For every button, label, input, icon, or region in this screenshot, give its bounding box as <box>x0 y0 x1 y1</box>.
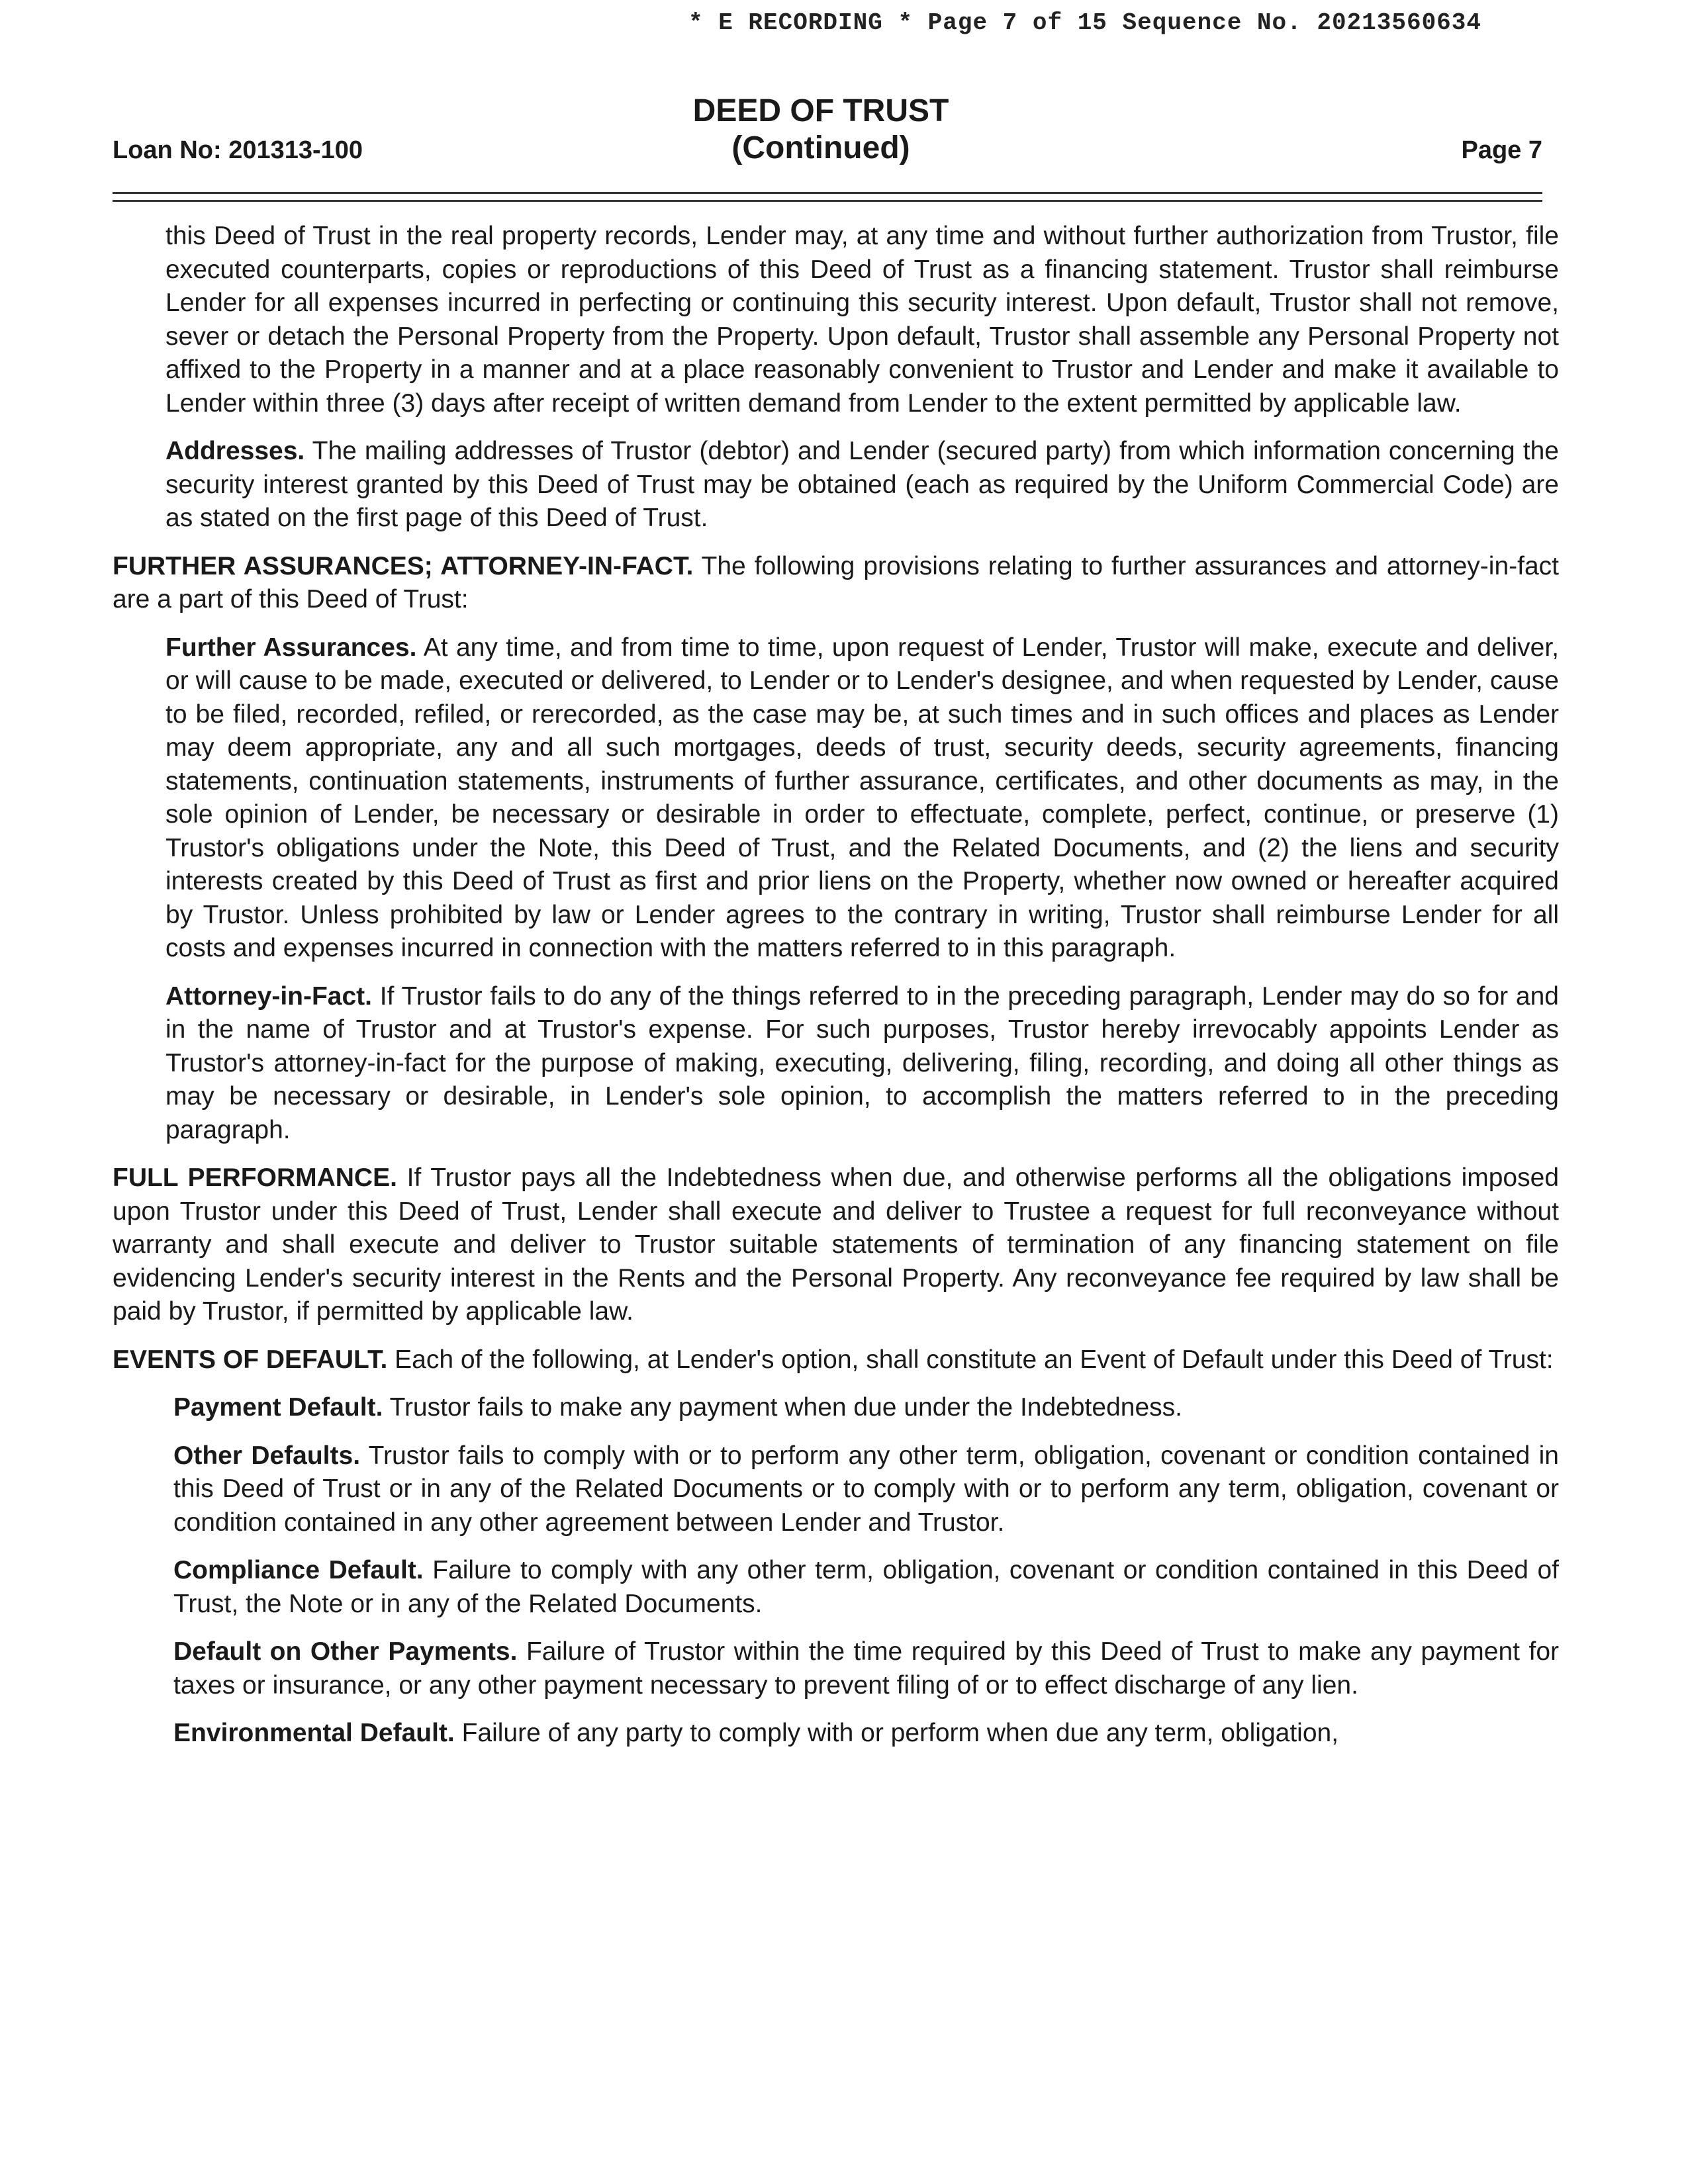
paragraph-addresses <box>165 435 1559 535</box>
title-line: DEED OF TRUST <box>692 93 949 128</box>
section-heading: FURTHER ASSURANCES; ATTORNEY-IN-FACT. <box>113 551 694 580</box>
paragraph-further-assurances <box>165 631 1559 966</box>
paragraph-text: Failure of Trustor within the time required by this Deed of Trust to make any payment for taxes or insurance, or any other payment necessary to prevent filing of or to effect discharge of any lien. <box>173 1637 1560 1700</box>
paragraph-heading: Addresses. <box>165 437 305 465</box>
paragraph-text: this Deed of Trust in the real property records, Lender may, at any time and without further authorization from Trustor, file executed counterparts, copies or reproductions of this Deed of Trust as a financing statement. Trustor shall reimburse Lender for all expenses incurred in perfecting or continuing this security interest. Upon default, Trustor shall not remove, sever or detach the Personal Property from the Property. Upon default, Trustor shall assemble any Personal Property not affixed to the Property in a manner and at a place reasonably convenient to Trustor and Lender and make it available to Lender within three (3) days after receipt of written demand from Lender to the extent permitted by applicable law. <box>165 222 1559 418</box>
paragraph-heading: Attorney-in-Fact. <box>165 981 372 1011</box>
recording-stamp: * E RECORDING * Page 7 of 15 Sequence No. 20213560634 <box>688 9 1481 36</box>
paragraph-default-other-payments <box>173 1635 1559 1702</box>
paragraph-text: If Trustor pays all the Indebtedness when due, and otherwise performs all the obligations imposed upon Trustor under this Deed of Trust, Lender shall execute and deliver to Trustee a request for full reconveyance without warranty and shall execute and deliver to Trustor suitable statements of termination of any financing statement on file evidencing Lender's security interest in the Rents and the Personal Property. Any reconveyance fee required by law shall be paid by Trustor, if permitted by applicable law. <box>113 1163 1560 1326</box>
header-rule-top <box>113 192 1542 194</box>
document-body <box>113 220 1559 1765</box>
paragraph-text: At any time, and from time to time, upon request of Lender, Trustor will make, execute and deliver, or will cause to be made, executed or delivered, to Lender or to Lender's designee, and when requested by Lender, cause to be filed, recorded, refiled, or rerecorded, as the case may be, at such times and in such offices and places as Lender may deem appropriate, any and all such mortgages, deeds of trust, security deeds, security agreements, financing statements, continuation statements, instruments of further assurance, certificates, and other documents as may, in the sole opinion of Lender, be necessary or desirable in order to effectuate, complete, perfect, continue, or preserve (1) Trustor's obligations under the Note, this Deed of Trust, and the Related Documents, and (2) the liens and security interests created by this Deed of Trust as first and prior liens on the Property, whether now owned or hereafter acquired by Trustor. Unless prohibited by law or Lender agrees to the contrary in writing, Trustor shall reimburse Lender for all costs and expenses incurred in connection with the matters referred to in this paragraph. <box>165 633 1559 962</box>
paragraph-text: Failure to comply with any other term, obligation, covenant or condition contained in this Deed of Trust, the Note or in any of the Related Documents. <box>173 1556 1560 1618</box>
paragraph-other-defaults <box>173 1439 1559 1540</box>
page-number: Page 7 <box>1461 136 1542 164</box>
paragraph-heading: Compliance Default. <box>173 1556 424 1584</box>
document-title <box>596 93 1046 167</box>
paragraph-attorney-in-fact <box>165 980 1559 1148</box>
paragraph-text: Failure of any party to comply with or perform when due any term, obligation, <box>461 1719 1339 1747</box>
paragraph-heading: Payment Default. <box>173 1393 383 1422</box>
loan-number: Loan No: 201313-100 <box>113 136 363 164</box>
paragraph-text: Trustor fails to comply with or to perform any other term, obligation, covenant or condition contained in this Deed of Trust or in any of the Related Documents or to comply with or to perform any term, obligation, covenant or condition contained in any other agreement between Lender and Trustor. <box>173 1441 1559 1537</box>
paragraph-continuation <box>165 220 1559 420</box>
header-rule-bottom <box>113 200 1542 202</box>
paragraph-payment-default <box>173 1391 1559 1425</box>
section-further-assurances <box>113 550 1559 617</box>
paragraph-heading: Other Defaults. <box>173 1441 361 1470</box>
section-heading: EVENTS OF DEFAULT. <box>113 1345 388 1374</box>
paragraph-environmental-default <box>173 1717 1559 1751</box>
paragraph-text: Trustor fails to make any payment when due under the Indebtedness. <box>389 1393 1182 1422</box>
section-heading: FULL PERFORMANCE. <box>113 1163 397 1192</box>
paragraph-text: The mailing addresses of Trustor (debtor) and Lender (secured party) from which information concerning the security interest granted by this Deed of Trust may be obtained (each as required by the Uniform Commercial Code) are as stated on the first page of this Deed of Trust. <box>165 437 1559 532</box>
section-events-of-default <box>113 1343 1559 1377</box>
paragraph-heading: Default on Other Payments. <box>173 1637 518 1666</box>
paragraph-text: The following provisions relating to further assurances and attorney-in-fact are a part of this Deed of Trust: <box>113 551 1559 614</box>
section-full-performance <box>113 1161 1559 1329</box>
paragraph-heading: Further Assurances. <box>165 633 417 662</box>
paragraph-compliance-default <box>173 1554 1559 1621</box>
title-subline: (Continued) <box>731 130 910 165</box>
paragraph-text: Each of the following, at Lender's option, shall constitute an Event of Default under this Deed of Trust: <box>395 1345 1554 1374</box>
paragraph-text: If Trustor fails to do any of the things referred to in the preceding paragraph, Lender may do so for and in the name of Trustor and at Trustor's expense. For such purposes, Trustor hereby irrevocably appoints Lender as Trustor's attorney-in-fact for the purpose of making, executing, delivering, filing, recording, and doing all other things as may be necessary or desirable, in Lender's sole opinion, to accomplish the matters referred to in the preceding paragraph. <box>165 981 1559 1144</box>
paragraph-heading: Environmental Default. <box>173 1719 455 1747</box>
